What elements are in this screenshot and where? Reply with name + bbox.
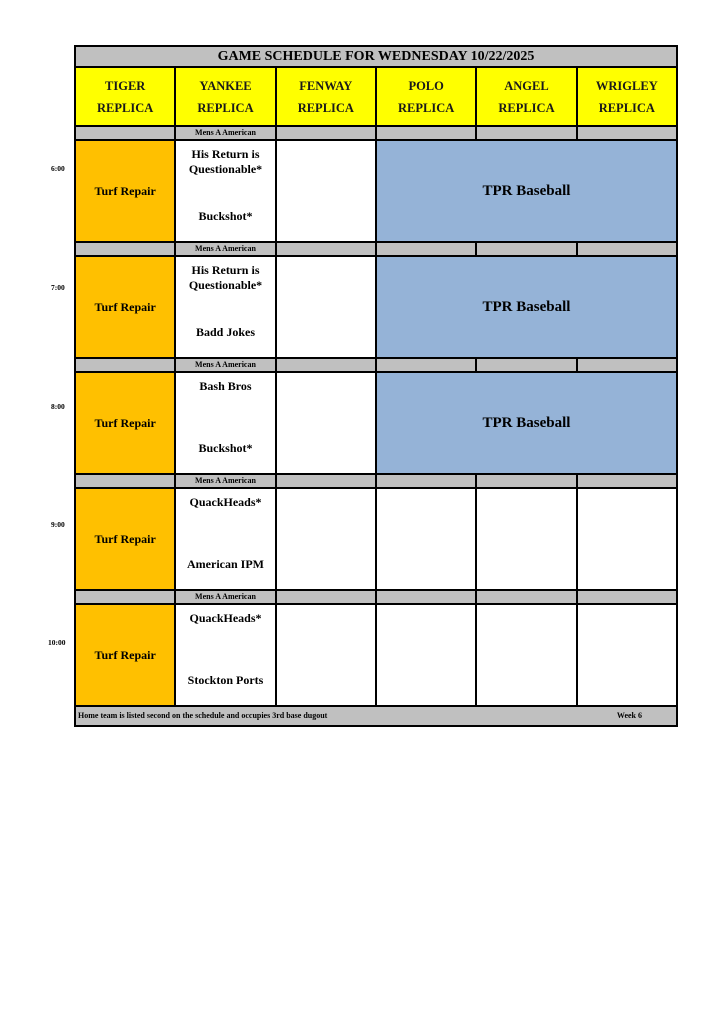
home-team: Stockton Ports: [187, 672, 264, 687]
game-cell: [175, 604, 275, 706]
schedule-table: [74, 45, 678, 727]
away-team: QuackHeads*: [189, 611, 262, 625]
time-label: 10:00: [48, 638, 66, 647]
game-cell: [175, 140, 275, 242]
empty-cell: [476, 488, 576, 590]
turf-repair-cell: Turf Repair: [75, 140, 175, 242]
empty-cell: [276, 140, 376, 242]
schedule-title: GAME SCHEDULE FOR WEDNESDAY 10/22/2025: [75, 46, 677, 67]
empty-cell: [276, 372, 376, 474]
empty-cell: [577, 488, 677, 590]
game-cell: [175, 372, 275, 474]
field-header-tiger: TIGER REPLICA: [75, 67, 175, 126]
schedule-footer: [75, 706, 677, 726]
time-label: 9:00: [51, 520, 65, 529]
field-header-yankee: YANKEE REPLICA: [175, 67, 275, 126]
division-label: Mens A American: [175, 242, 275, 256]
division-separator: [75, 590, 677, 604]
home-team-note: Home team is listed second on the schedule and occupies 3rd base dugout: [78, 711, 328, 720]
time-slot-row: [75, 372, 677, 474]
division-label: Mens A American: [175, 590, 275, 604]
empty-cell: [376, 488, 476, 590]
tpr-baseball-block: TPR Baseball: [376, 256, 677, 358]
division-label: Mens A American: [175, 126, 275, 140]
time-label: 8:00: [51, 402, 65, 411]
game-cell: [175, 256, 275, 358]
away-team: His Return is Questionable*: [188, 263, 263, 292]
empty-cell: [476, 604, 576, 706]
empty-cell: [276, 604, 376, 706]
field-header-polo: POLO REPLICA: [376, 67, 476, 126]
home-team: Buckshot*: [198, 208, 253, 223]
division-label: Mens A American: [175, 474, 275, 488]
home-team: Buckshot*: [198, 440, 253, 455]
time-label: 7:00: [51, 283, 65, 292]
time-label: 6:00: [51, 164, 65, 173]
time-slot-row: [75, 604, 677, 706]
turf-repair-cell: Turf Repair: [75, 372, 175, 474]
division-separator: [75, 358, 677, 372]
field-header-wrigley: WRIGLEY REPLICA: [577, 67, 677, 126]
division-separator: [75, 242, 677, 256]
empty-cell: [376, 604, 476, 706]
division-label: Mens A American: [175, 358, 275, 372]
division-separator: [75, 126, 677, 140]
field-header-angel: ANGEL REPLICA: [476, 67, 576, 126]
empty-cell: [276, 256, 376, 358]
home-team: American IPM: [187, 556, 264, 571]
away-team: His Return is Questionable*: [188, 147, 263, 176]
time-slot-row: [75, 488, 677, 590]
turf-repair-cell: Turf Repair: [75, 488, 175, 590]
tpr-baseball-block: TPR Baseball: [376, 372, 677, 474]
empty-cell: [577, 604, 677, 706]
time-slot-row: [75, 256, 677, 358]
field-header-fenway: FENWAY REPLICA: [276, 67, 376, 126]
away-team: Bash Bros: [199, 379, 252, 393]
game-cell: [175, 488, 275, 590]
empty-cell: [276, 488, 376, 590]
week-label: Week 6: [616, 711, 642, 720]
home-team: Badd Jokes: [195, 324, 255, 339]
turf-repair-cell: Turf Repair: [75, 604, 175, 706]
time-slot-row: [75, 140, 677, 242]
away-team: QuackHeads*: [189, 495, 262, 509]
turf-repair-cell: Turf Repair: [75, 256, 175, 358]
tpr-baseball-block: TPR Baseball: [376, 140, 677, 242]
division-separator: [75, 474, 677, 488]
